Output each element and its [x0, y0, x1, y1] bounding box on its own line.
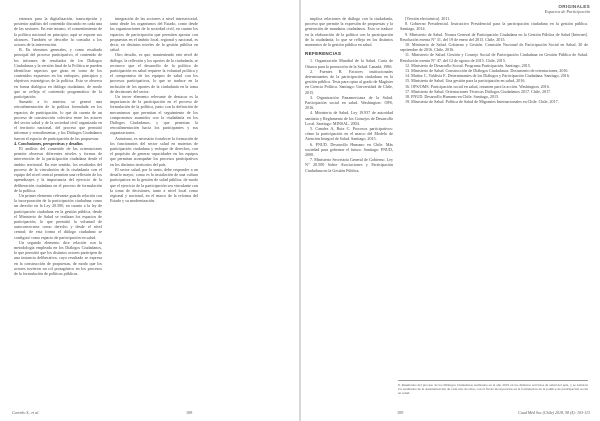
reference-item: 6. PNUD. Desarrollo Humano en Chile. Más sociedad para gobernar el futuro. Santiago: PNUD, 2000. — [305, 141, 393, 158]
footnote: 8. Resultados del proceso de los Diálogos Ciudadanos realizados en el año 2016 en los distintos servicios de salud del país, y se tomaron los resultados de la sistematización de cada uno de ellos, con el fin de incorporarlos en la formulación de la política de participación social en salud. — [398, 383, 588, 396]
body-paragraph: B. En términos generales, y como resultado principal del proceso participativo, el contenido de los informes de resultados de los Diálogos Ciudadanos y la versión final de la Política se pueden identificar aspectos que giran en torno de los contenidos expuestos en los enfoques, principios y objetivos estratégicos de la política. Esto se observa en forma dialógica en diálogo ciudadano, de modo que se refleja el contenido programático de la participación. — [14, 47, 102, 100]
left-page-column-1 — [14, 16, 102, 396]
body-paragraph: implica relaciones de diálogo con la ciudadanía, proceso que permite la expresión de propuestas y la generación de mandatos ciudadanos. Esto se traduce en la elaboración de la política con la participación de la ciudadanía, lo que se refleja en los distintos momentos de la gestión pública en salud. — [305, 16, 393, 48]
right-page-column-1 — [305, 16, 393, 396]
reference-item: 16. OPS/OMS. Participación social en salud, resumen para la acción. Washington, 2016. — [405, 83, 550, 89]
reference-item: 2. Fuentes B. Factores institucionales determinantes de la participación ciudadana en la gestión pública. Tesis para optar al grado de Magíster en Ciencia Política. Santiago: Universidad de Chile, 2015. — [305, 68, 393, 95]
reference-item: 12. Ministerio de Desarrollo Social. Programa Participación. Santiago, 2015. — [405, 62, 531, 68]
body-paragraph: Un primer elemento relevante guarda relación con la incorporación de la participación ciudadana como un derecho en la Ley 20.500, en cuanto a la ley de participación ciudadana en la gestión pública, desde el Ministerio de Salud se realizan los espacios de participación, lo que permitió la voluntad de autoconvocarse como derecho y desde el nivel central; de esta forma el diálogo ciudadano se configuró como espacio de participación en salud. — [14, 192, 102, 240]
body-paragraph: estemos para la digitalización, transcripción y posterior análisis del contenido discutido en cada una de las sesiones. En este mismo, el consentimiento de la política nacional en principio; aquí se expone sus alcances. También se describe la consulta a los actores de la intervención. — [14, 16, 102, 48]
reference-item: 13. Ministerio de Salud. Construcción de Diálogos Ciudadanos. Documento de orientaciones, 2016. — [405, 68, 569, 74]
body-paragraph: Asimismo, es necesario fortalecer la formación de los funcionarios del sector salud en materias de participación ciudadana y enfoque de derechos, con el propósito de generar capacidades en los equipos que permitan acompañar los procesos participativos en los distintos territorios del país. — [110, 135, 198, 167]
body-paragraph: Otro desafío, es que, manteniendo este nivel de diálogo, la reflexión y los aportes de la ciudadanía, se reconoce que el desarrollo de la política de participación en salud requiere la voluntad política y el compromiso de los equipos de salud con los procesos participativos, lo que se traduce en la inclusión de los aportes de la ciudadanía en la toma de decisiones del sector. — [110, 52, 198, 94]
reference-item: [Versión electrónica]. 2011. — [405, 16, 451, 21]
body-paragraph: integración de las acciones a nivel intersectorial, tanto desde los organismos del Estado, como desde las organizaciones de la sociedad civil, en cuanto los espacios de participación que permiten aportar con propuestas en el ámbito local, regional y nacional, es decir, en distintos niveles de la gestión pública en salud. — [110, 16, 198, 53]
body-paragraph: El análisis del contenido de las orientaciones permite observar diferentes niveles y formas de intervención de la participación ciudadana desde el ámbito territorial. En este sentido, los resultados del proceso de la vinculación de la ciudadanía con el equipo del nivel central permiten una reflexión de los aprendizajes y la importancia del ejercicio de la deliberación ciudadana en el proceso de formulación de la política. — [14, 146, 102, 193]
references-heading: REFERENCIAS — [305, 51, 342, 57]
reference-item: 8. Gobierno Presidencial. Instructivo Presidencial para la participación ciudadana en la gestión pública. Santiago, 2014. — [400, 21, 588, 32]
footnote-rule — [398, 380, 588, 381]
reference-item: 18. PNUD. Desarrollo Humano en Chile. Santiago, 2015. — [405, 94, 500, 100]
right-page-number: 109 — [397, 410, 404, 415]
reference-item: 19. Ministerio de Salud. Política de Salud de Migrantes Internacionales en Chile. Chile, 2017. — [405, 99, 559, 105]
reference-item: 10. Ministerio de Salud. Gobierno y Gestión. Comisión Nacional de Participación Social en Salud, 20 de septiembre de 2016. Chile, 2016. — [400, 42, 588, 53]
running-head-section: ORIGINALES — [558, 4, 590, 9]
reference-item: 5. Canales A, Ruiz C. Procesos participativos: cómo la participación en el marco del Modelo de Atención Integral de Salud. Santiago, 2015. — [305, 126, 393, 142]
reference-item: 3. Organización Panamericana de la Salud. Participación social en salud. Washington: OPS, 2016. — [305, 94, 393, 111]
journal-citation: Cuad Méd Soc (Chile) 2018, 58 (4): 103-113 — [518, 410, 590, 415]
reference-item: 1. Organización Mundial de la Salud. Carta de Ottawa para la promoción de la Salud. Canadá, 1986. — [305, 58, 393, 69]
left-page-column-2 — [110, 16, 198, 396]
right-page-column-2 — [400, 16, 588, 396]
reference-item: 9. Ministerio de Salud. Norma General de Participación Ciudadana en la Gestión Pública de Salud [Internet]. Resolución exenta N° 31, del 19 de enero del 2015. Chile, 2015. — [400, 31, 588, 42]
body-paragraph: Un tercer elemento relevante de destacar es la importancia de la participación en el proceso de formulación de la política, junto con la definición de mecanismos que permitan el seguimiento de los compromisos asumidos con la ciudadanía en los Diálogos Ciudadanos, y que permitan la retroalimentación hacia los participantes y sus organizaciones. — [110, 94, 198, 136]
reference-item: 7. Ministerio Secretaría General de Gobierno. Ley N° 20.500 Sobre Asociaciones y Participación Ciudadana en la Gestión Pública. — [305, 157, 393, 173]
body-paragraph: Un segundo elemento dice relación con la metodología empleada en los Diálogos Ciudadanos, lo que permitió que los distintos actores participen de una instancia deliberativa, cuyo resultado se expresa en la construcción de propuestas, de modo que los actores tuvieron un rol protagónico en los procesos de la formulación de políticas públicas. — [14, 239, 102, 276]
page-gutter — [299, 0, 301, 421]
section-heading: 4. Conclusiones, perspectivas y desafíos — [14, 140, 83, 146]
running-head-subtitle: Espacios de Participación — [544, 9, 590, 14]
reference-item: 4. Ministerio de Salud. Ley 19.937 de autoridad sanitaria y Reglamento de los Consejos de Desarrollo Local. Santiago: MINSAL, 2004. — [305, 110, 393, 126]
reference-item: 14. Muñoz C, Valdivia E. Determinantes de los Diálogos y Participación Ciudadana. Santiago, 2016. — [405, 73, 570, 79]
left-page-number: 108 — [186, 410, 193, 415]
reference-item: 15. Ministerio de Salud. Una gestión para la participación en salud, 2016. — [405, 78, 526, 84]
running-head — [545, 4, 590, 14]
body-paragraph: El sector salud, por lo tanto, debe responder a un desafío mayor, como es la instalación de una cultura participativa en la gestión de salud pública, de modo que el ejercicio de la participación sea vinculante con la toma de decisiones, tanto a nivel local como regional y nacional, en el marco de la reforma del Estado y su modernización. — [110, 166, 198, 204]
reference-item: 17. Ministerio de Salud. Orientaciones Técnicas Diálogos Ciudadanos 2017. Chile, 2017. — [405, 88, 552, 94]
body-paragraph: Sumado a lo anterior, se generó una retroalimentación de la política formulada en los espacios de participación, lo que da cuenta de un proceso de construcción colectiva entre los actores del sector salud y de la sociedad civil organizada en el territorio nacional, del proceso que permitió informar y retroalimentar, y los Diálogos Ciudadanos fueron el espacio de participación de las propuestas. — [14, 99, 102, 141]
reference-item: 11. Ministerio de Salud. Gestión y Consejo Social de Participación Ciudadana en Gestión Pública de Salud. Resolución exenta N° 47, del 12 de agosto de 2015. Chile, 2015. — [400, 52, 588, 63]
left-footer-author: Carreño S., et al. — [12, 410, 40, 415]
